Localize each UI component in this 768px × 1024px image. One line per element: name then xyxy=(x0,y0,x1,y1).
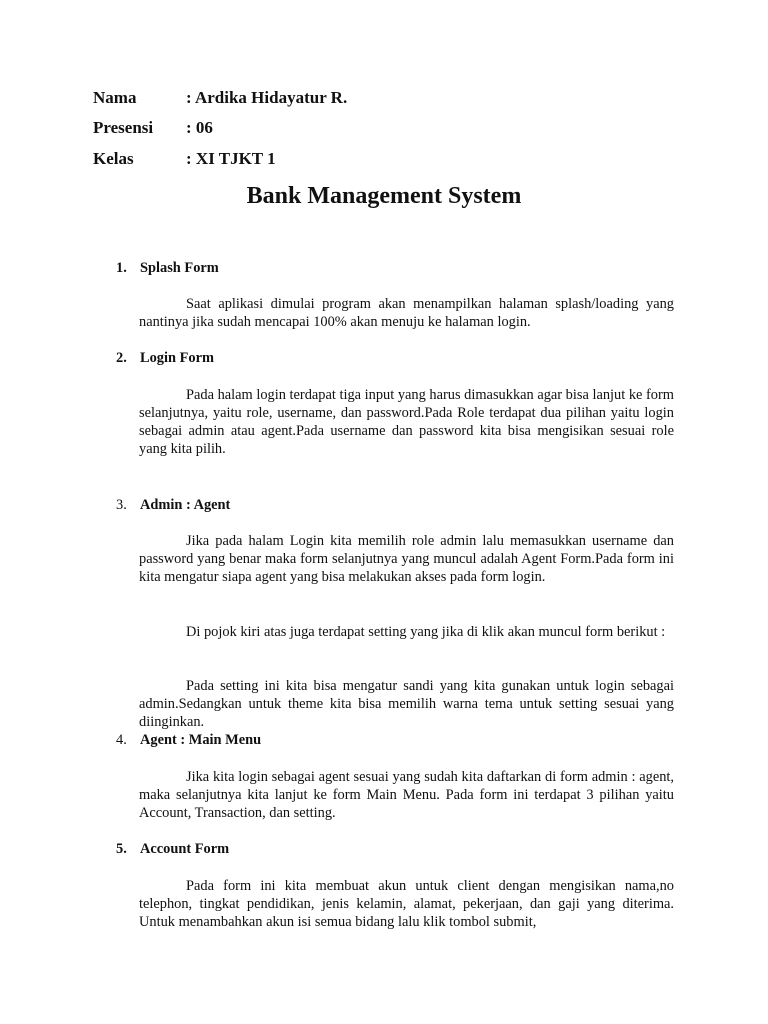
meta-row-nama xyxy=(93,88,348,108)
section-number: 5. xyxy=(116,841,127,857)
paragraph: Saat aplikasi dimulai program akan menampilkan halaman splash/loading yang nantinya jika sudah mencapai 100% akan menuju ke halaman login. xyxy=(139,296,674,330)
paragraph: Pada form ini kita membuat akun untuk client dengan mengisikan nama,no telephon, tingkat pendidikan, jenis kelamin, alamat, pekerjaan, dan gaji yang diterima. Untuk menambahkan akun isi semua bidang lalu klik tombol submit, xyxy=(139,878,674,930)
paragraph: Jika kita login sebagai agent sesuai yang sudah kita daftarkan di form admin : agent, maka selanjutnya kita lanjut ke form Main Menu. Pada form ini terdapat 3 pilihan yaitu Account, Transaction, dan setting. xyxy=(139,769,674,821)
section-title: Agent : Main Menu xyxy=(140,732,262,748)
meta-value: : 06 xyxy=(186,118,213,137)
meta-label: Presensi xyxy=(93,118,154,137)
section-number: 4. xyxy=(116,732,127,748)
section-title: Account Form xyxy=(140,841,230,857)
paragraph: Jika pada halam Login kita memilih role admin lalu memasukkan username dan password yang benar maka form selanjutnya yang muncul adalah Agent Form.Pada form ini kita mengatur siapa agent yang bisa melakukan akses pada form login. xyxy=(139,533,674,585)
meta-value: : XI TJKT 1 xyxy=(186,149,276,168)
section-title: Admin : Agent xyxy=(140,497,231,513)
meta-label: Nama xyxy=(93,88,137,107)
paragraph: Di pojok kiri atas juga terdapat setting yang jika di klik akan muncul form berikut : xyxy=(186,624,666,640)
section-number: 1. xyxy=(116,260,127,276)
meta-row-kelas xyxy=(93,149,276,169)
section-title: Splash Form xyxy=(140,260,219,276)
section-number: 3. xyxy=(116,497,127,513)
meta-row-presensi xyxy=(93,118,213,138)
meta-label: Kelas xyxy=(93,149,134,168)
paragraph: Pada halam login terdapat tiga input yang harus dimasukkan agar bisa lanjut ke form selanjutnya, yaitu role, username, dan password.Pada Role terdapat dua pilihan yaitu login sebagai admin atau agent.Pada username dan password kita bisa mengisikan sesuai role yang kita pilih. xyxy=(139,387,674,457)
section-number: 2. xyxy=(116,350,127,366)
meta-value: : Ardika Hidayatur R. xyxy=(186,88,348,107)
section-title: Login Form xyxy=(140,350,214,366)
paragraph: Pada setting ini kita bisa mengatur sandi yang kita gunakan untuk login sebagai admin.Sedangkan untuk theme kita bisa memilih warna tema untuk setting sesuai yang diinginkan. xyxy=(139,678,674,730)
document-title: Bank Management System xyxy=(246,183,522,209)
